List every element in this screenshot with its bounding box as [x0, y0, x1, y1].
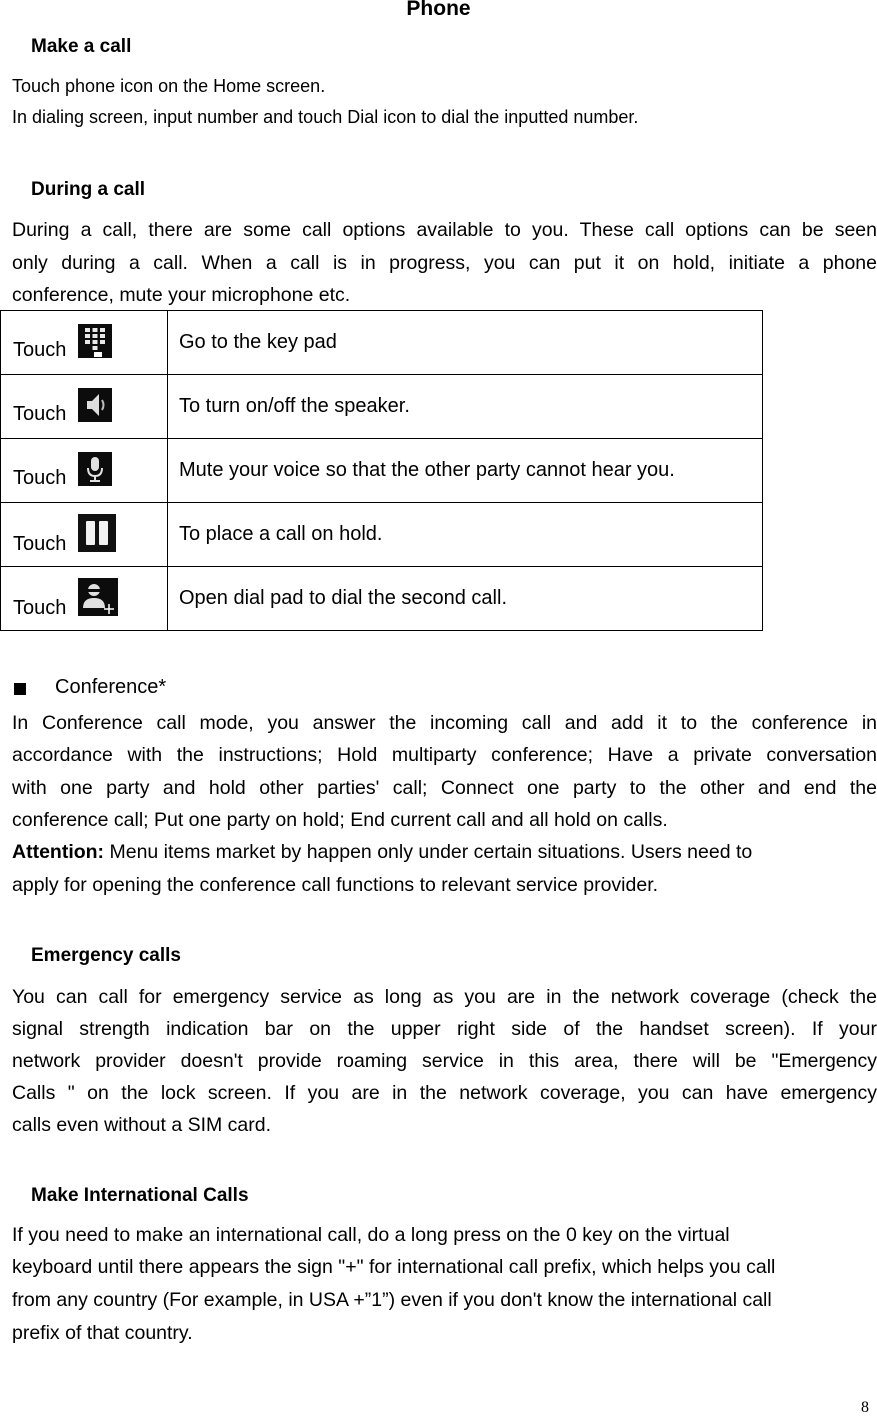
- make-call-line-2: In dialing screen, input number and touch Dial icon to dial the inputted number.: [12, 107, 639, 127]
- emergency-heading: Emergency calls: [31, 945, 181, 966]
- during-call-line-2: only during a call. When a call is in progress, you can put it on hold, initiate a phone: [12, 252, 877, 274]
- touch-cell: [1, 375, 168, 439]
- call-options-table: [0, 310, 763, 631]
- emergency-line-5: calls even without a SIM card.: [12, 1114, 272, 1136]
- option-description: Go to the key pad: [168, 311, 763, 375]
- page-title: Phone: [406, 0, 471, 20]
- attention-text: Menu items market by happen only under certain situations. Users need to: [104, 841, 753, 863]
- conference-line-1: In Conference call mode, you answer the incoming call and add it to the conference in: [12, 712, 877, 734]
- option-description: To turn on/off the speaker.: [168, 375, 763, 439]
- option-description: To place a call on hold.: [168, 503, 763, 567]
- conference-line-4: conference call; Put one party on hold; End current call and all hold on calls.: [12, 809, 668, 831]
- during-call-line-3: conference, mute your microphone etc.: [12, 284, 351, 306]
- emergency-line-3: network provider doesn't provide roaming service in this area, there will be "Emergency: [12, 1050, 877, 1072]
- page-number: 8: [861, 1399, 869, 1416]
- touch-label: Touch: [13, 596, 67, 619]
- conference-bullet-label: Conference*: [55, 676, 167, 698]
- keypad-icon: [78, 324, 112, 358]
- table-row: [1, 439, 763, 503]
- touch-cell: [1, 311, 168, 375]
- table-row: [1, 503, 763, 567]
- international-line-3: from any country (For example, in USA +”1”) even if you don't know the international call: [12, 1289, 772, 1311]
- during-call-heading: During a call: [31, 179, 146, 200]
- touch-cell: [1, 503, 168, 567]
- international-line-1: If you need to make an international call, do a long press on the 0 key on the virtual: [12, 1224, 730, 1246]
- square-bullet-icon: [14, 683, 26, 695]
- international-line-2: keyboard until there appears the sign "+" for international call prefix, which helps you call: [12, 1256, 776, 1278]
- attention-label: Attention:: [12, 841, 105, 863]
- touch-label: Touch: [13, 466, 67, 489]
- touch-label: Touch: [13, 532, 67, 555]
- attention-line-1: [12, 836, 877, 869]
- add-contact-icon: [78, 578, 118, 616]
- speaker-icon: [78, 388, 112, 422]
- touch-cell: [1, 439, 168, 503]
- emergency-line-4: Calls " on the lock screen. If you are in the network coverage, you can have emergency: [12, 1082, 877, 1104]
- table-row: [1, 567, 763, 631]
- touch-cell: [1, 567, 168, 631]
- table-row: [1, 311, 763, 375]
- conference-line-2: accordance with the instructions; Hold multiparty conference; Have a private conversation: [12, 744, 877, 766]
- pause-icon: [78, 514, 116, 552]
- touch-label: Touch: [13, 402, 67, 425]
- option-description: Mute your voice so that the other party cannot hear you.: [168, 439, 763, 503]
- emergency-line-2: signal strength indication bar on the upper right side of the handset screen). If your: [12, 1018, 877, 1040]
- attention-line-2: apply for opening the conference call functions to relevant service provider.: [12, 874, 659, 896]
- option-description: Open dial pad to dial the second call.: [168, 567, 763, 631]
- emergency-line-1: You can call for emergency service as long as you are in the network coverage (check the: [12, 986, 877, 1008]
- make-call-line-1: Touch phone icon on the Home screen.: [12, 76, 326, 96]
- international-heading: Make International Calls: [31, 1185, 249, 1206]
- international-line-4: prefix of that country.: [12, 1322, 193, 1344]
- conference-line-3: with one party and hold other parties' call; Connect one party to the other and end the: [12, 777, 877, 799]
- microphone-icon: [78, 452, 112, 486]
- make-call-heading: Make a call: [31, 36, 132, 57]
- table-row: [1, 375, 763, 439]
- touch-label: Touch: [13, 338, 67, 361]
- during-call-line-1: During a call, there are some call options available to you. These call options can be seen: [12, 219, 877, 241]
